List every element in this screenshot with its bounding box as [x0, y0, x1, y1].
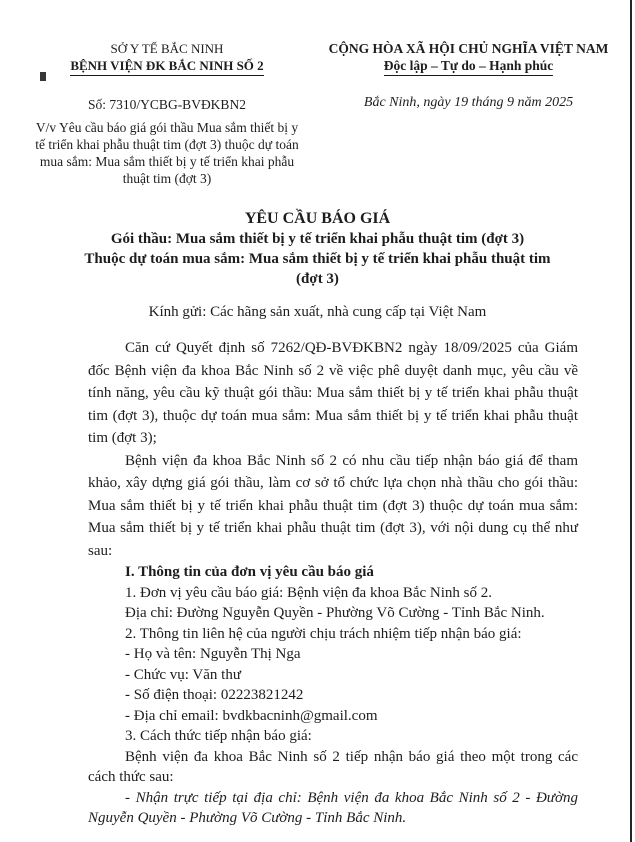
bid-package-line: Gói thầu: Mua sắm thiết bị y tế triển khai phẫu thuật tim (đợt 3)	[110, 231, 525, 247]
national-motto-line1: CỘNG HÒA XÃ HỘI CHỦ NGHĨA VIỆT NAM	[328, 41, 609, 56]
quotation-method-heading: 3. Cách thức tiếp nhận báo giá:	[125, 728, 312, 744]
subject-abstract: V/v Yêu cầu báo giá gói thầu Mua sắm thiết bị y tế triển khai phẫu thuật tim (đợt 3) thuộc dự toán mua sắm: Mua sắm thiết bị y tế triển khai phẫu thuật tim (đợt 3)	[35, 120, 299, 186]
scan-artifact-mark	[40, 72, 46, 81]
salutation-line: Kính gửi: Các hãng sản xuất, nhà cung cấp tại Việt Nam	[148, 304, 487, 320]
national-motto-line2: Độc lập – Tự do – Hạnh phúc	[310, 57, 627, 76]
document-title: YÊU CẦU BÁO GIÁ	[244, 210, 391, 227]
hospital-name: BỆNH VIỆN ĐK BẮC NINH SỐ 2	[34, 57, 300, 76]
procurement-budget-line-continued: (đợt 3)	[296, 271, 339, 287]
quotation-method-intro: Bệnh viện đa khoa Bắc Ninh số 2 tiếp nhận báo giá theo một trong các cách thức sau:	[88, 748, 578, 785]
quotation-method-direct-delivery: - Nhận trực tiếp tại địa chỉ: Bệnh viện đa khoa Bắc Ninh số 2 - Đường Nguyễn Quyền - Phường Võ Cường - Tỉnh Bắc Ninh.	[88, 789, 578, 826]
contact-position-line: - Chức vụ: Văn thư	[125, 666, 241, 683]
document-header	[0, 0, 635, 187]
place-and-date-line: Bắc Ninh, ngày 19 tháng 9 năm 2025	[363, 95, 574, 110]
procurement-budget-line: Thuộc dự toán mua sắm: Mua sắm thiết bị y tế triển khai phẫu thuật tim	[84, 251, 551, 267]
paragraph-request-purpose: Bệnh viện đa khoa Bắc Ninh số 2 có nhu cầu tiếp nhận báo giá để tham khảo, xây dựng giá gói thầu, làm cơ sở tổ chức lựa chọn nhà thầu cho gói thầu: Mua sắm thiết bị y tế triển khai phẫu thuật tim (đợt 3) thuộc dự toán mua sắm: Mua sắm thiết bị y tế triển khai phẫu thuật tim (đợt 3), với nội dung cụ thể như sau:	[88, 452, 578, 559]
contact-info-heading: 2. Thông tin liên hệ của người chịu trách nhiệm tiếp nhận báo giá:	[125, 625, 522, 642]
contact-name-line: - Họ và tên: Nguyễn Thị Nga	[125, 646, 301, 662]
page-edge-scan-line	[630, 0, 632, 842]
requesting-unit-address: Địa chỉ: Đường Nguyễn Quyền - Phường Võ Cường - Tỉnh Bắc Ninh.	[125, 605, 545, 621]
contact-email-line: - Địa chỉ email: bvdkbacninh@gmail.com	[125, 707, 378, 724]
document-body	[88, 337, 578, 829]
issuing-agency-block	[34, 40, 300, 187]
parent-agency-name: SỞ Y TẾ BẮC NINH	[110, 41, 224, 56]
document-title-block	[40, 209, 595, 289]
section-1-heading: I. Thông tin của đơn vị yêu cầu báo giá	[125, 564, 374, 580]
requesting-unit-line: 1. Đơn vị yêu cầu báo giá: Bệnh viện đa khoa Bắc Ninh số 2.	[125, 584, 493, 601]
paragraph-legal-basis: Căn cứ Quyết định số 7262/QĐ-BVĐKBN2 ngày 18/09/2025 của Giám đốc Bệnh viện đa khoa Bắc Ninh số 2 về việc phê duyệt danh mục, yêu cầu về tính năng, yêu cầu kỹ thuật gói thầu: Mua sắm thiết bị y tế triển khai phẫu thuật tim (đợt 3), thuộc dự toán mua sắm: Mua sắm thiết bị y tế triển khai phẫu thuật tim (đợt 3);	[88, 340, 578, 446]
contact-phone-line: - Số điện thoại: 02223821242	[125, 687, 304, 703]
national-motto-block	[300, 40, 627, 187]
document-number: Số: 7310/YCBG-BVĐKBN2	[88, 97, 246, 112]
